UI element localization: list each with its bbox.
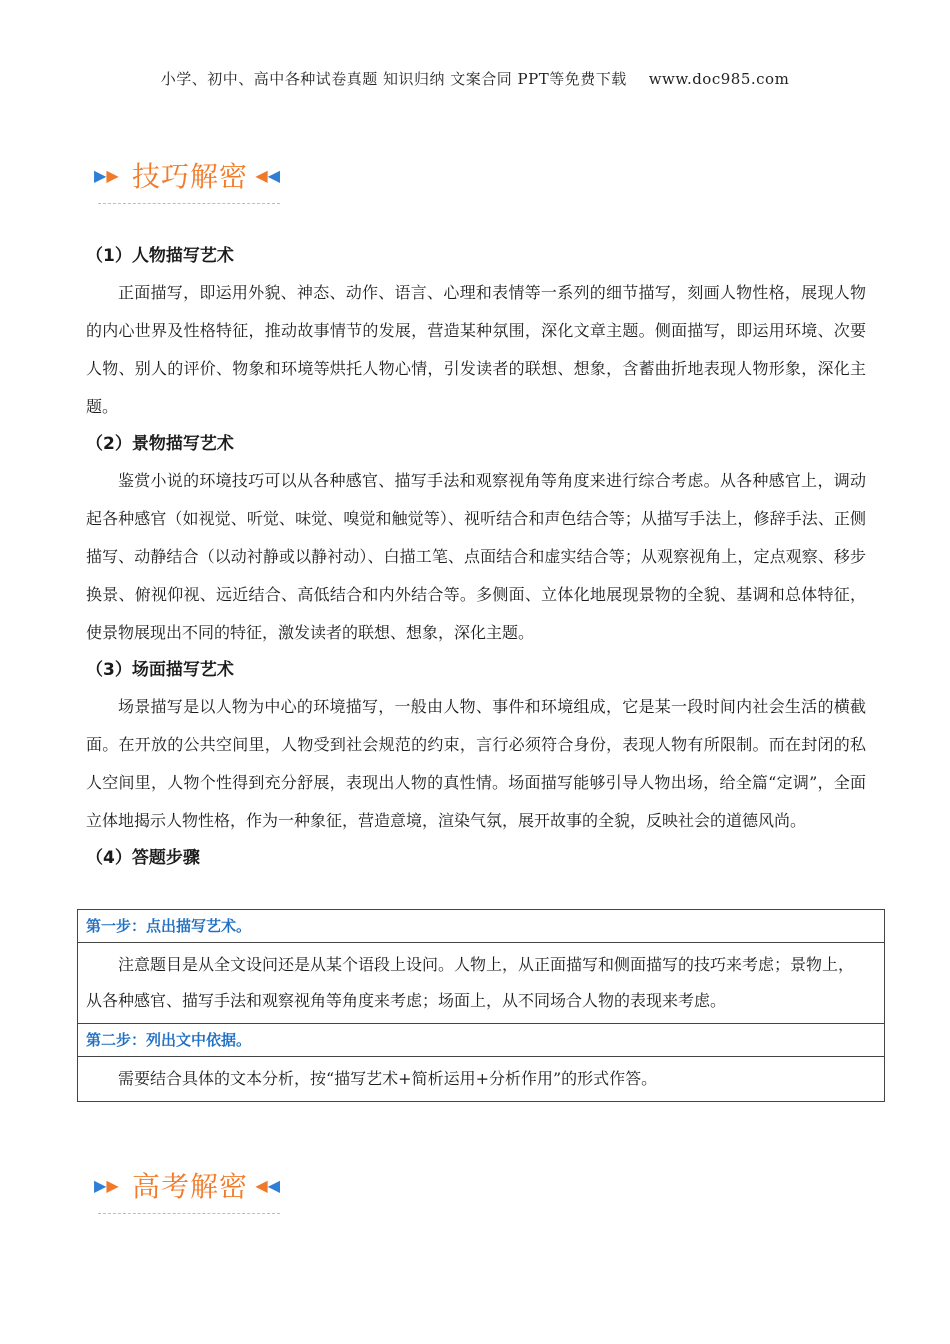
double-arrow-left-icon: ◀◀ xyxy=(255,166,280,185)
section-body: 场景描写是以人物为中心的环境描写，一般由人物、事件和环境组成，它是某一段时间内社会生活的横截面。在开放的公共空间里，人物受到社会规范的约束，言行必须符合身份，表现人物有所限制。而在封闭的私人空间里，人物个性得到充分舒展，表现出人物的真性情。场面描写能够引导人物出场，给全篇“定调”，全面立体地揭示人物性格，作为一种象征，营造意境，渲染气氛，展开故事的全貌，反映社会的道德风尚。 xyxy=(86,697,866,830)
step-text: 需要结合具体的文本分析，按“描写艺术+简析运用+分析作用”的形式作答。 xyxy=(118,1069,658,1088)
double-arrow-left-icon: ◀◀ xyxy=(255,1176,280,1195)
section-heading: （4）答题步骤 xyxy=(86,848,200,868)
section-body: 鉴赏小说的环境技巧可以从各种感官、描写手法和观察视角等角度来进行综合考虑。从各种感官上，调动起各种感官（如视觉、听觉、味觉、嗅觉和触觉等）、视听结合和声色结合等；从描写手法上，修辞手法、正侧描写、动静结合（以动衬静或以静衬动）、白描工笔、点面结合和虚实结合等；从观察视角上，定点观察、移步换景、俯视仰视、远近结合、高低结合和内外结合等。多侧面、立体化地展现景物的全貌、基调和总体特征，使景物展现出不同的特征，激发读者的联想、想象，深化主题。 xyxy=(86,471,866,642)
header-text: 小学、初中、高中各种试卷真题 知识归纳 文案合同 PPT等免费下载 xyxy=(160,70,627,88)
step-title: 第二步：列出文中依据。 xyxy=(78,1024,885,1057)
header-site: www.doc985.com xyxy=(648,70,790,88)
step-title: 第一步：点出描写艺术。 xyxy=(78,910,885,943)
step-body xyxy=(78,1057,885,1102)
banner-title: 高考解密 xyxy=(132,1170,249,1203)
section-heading: （3）场面描写艺术 xyxy=(86,660,234,680)
banner-underline xyxy=(98,1213,280,1214)
answer-steps-table xyxy=(77,909,885,1102)
banner-underline xyxy=(98,203,280,204)
section-heading: （1）人物描写艺术 xyxy=(86,246,234,266)
step-text: 从各种感官、描写手法和观察视角等角度来考虑；场面上，从不同场合人物的表现来考虑。 xyxy=(86,991,727,1010)
section-heading: （2）景物描写艺术 xyxy=(86,434,234,454)
step-text: 注意题目是从全文设问还是从某个语段上设问。人物上，从正面描写和侧面描写的技巧来考虑；景物上， xyxy=(118,955,855,974)
page-header xyxy=(0,68,950,89)
double-arrow-right-icon: ▶▶ xyxy=(94,1176,119,1195)
step-body xyxy=(78,943,885,1024)
section-body: 正面描写，即运用外貌、神态、动作、语言、心理和表情等一系列的细节描写，刻画人物性格，展现人物的内心世界及性格特征，推动故事情节的发展，营造某种氛围，深化文章主题。侧面描写，即运用环境、次要人物、别人的评价、物象和环境等烘托人物心情，引发读者的联想、想象，含蓄曲折地表现人物形象，深化主题。 xyxy=(86,283,866,416)
double-arrow-right-icon: ▶▶ xyxy=(94,166,119,185)
banner-exam xyxy=(94,1170,284,1210)
banner-skills xyxy=(94,160,284,200)
banner-title: 技巧解密 xyxy=(132,160,249,193)
main-content xyxy=(86,238,866,876)
